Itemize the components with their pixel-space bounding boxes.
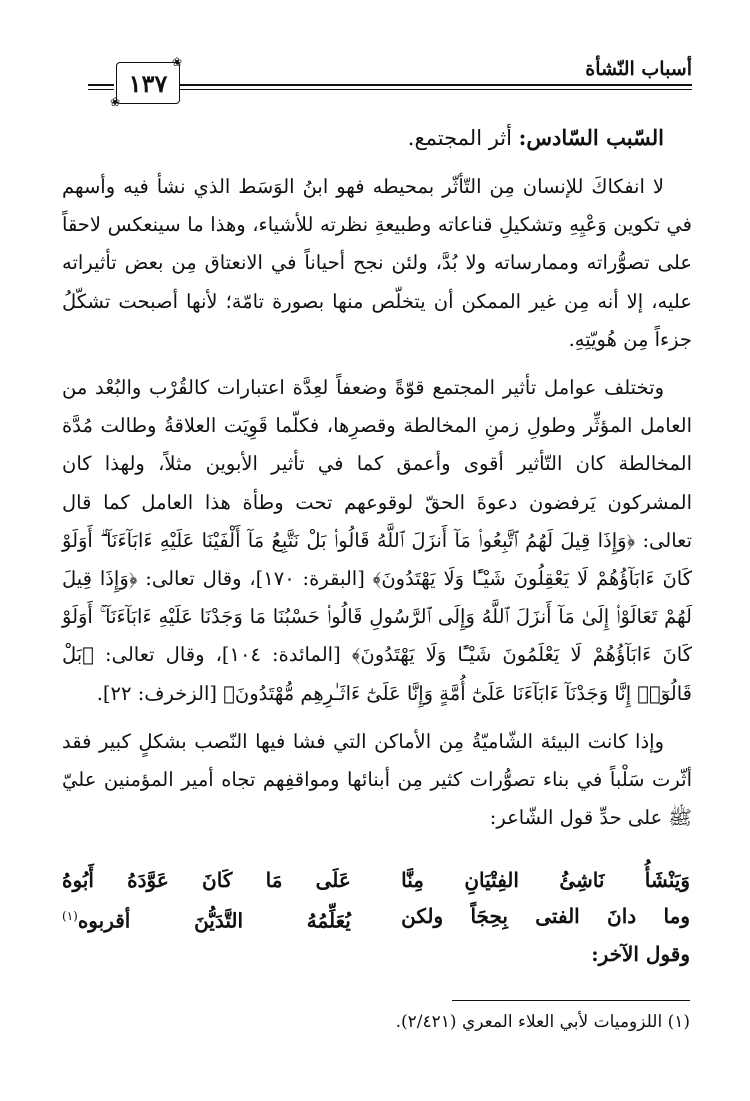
footnote-text: اللزوميات لأبي العلاء المعري (٢/٤٢١). [395, 1012, 663, 1032]
verse-text: يُعَلِّمُهُ التَّدَيُّنَ أقربوه [77, 908, 351, 933]
paragraph-2: وتختلف عوامل تأثير المجتمع قوّةً وضعفاً لعِدَّة اعتبارات كالقُرْب والبُعْد من العامل المؤثِّر وطولِ زمنِ المخالطة وقصرِها، فكلّما قَوِيَت العلاقةُ وطالت مُدَّة المخالطة كان التّأثير أقوى وأعمق كما في تأثير الأبوين مثلاً، ولهذا كان المشركون يَرفضون دعوةَ الحقّ لوقوعهم تحت وطأة هذا العامل كما قال تعالى: ﴿وَإِذَا قِيلَ لَهُمُ ٱتَّبِعُوا۟ مَآ أَنزَلَ ٱللَّهُ قَالُوا۟ بَلْ نَتَّبِعُ مَآ أَلْفَيْنَا عَلَيْهِ ءَابَآءَنَآ ۗ أَوَلَوْ كَانَ ءَابَآؤُهُمْ لَا يَعْقِلُونَ شَيْـًٔا وَلَا يَهْتَدُونَ﴾ [البقرة: ١٧٠]، وقال تعالى: ﴿وَإِذَا قِيلَ لَهُمْ تَعَالَوْا۟ إِلَىٰ مَآ أَنزَلَ ٱللَّهُ وَإِلَى ٱلرَّسُولِ قَالُوا۟ حَسْبُنَا مَا وَجَدْنَا عَلَيْهِ ءَابَآءَنَآ ۚ أَوَلَوْ كَانَ ءَابَآؤُهُمْ لَا يَعْلَمُونَ شَيْـًٔا وَلَا يَهْتَدُونَ﴾ [المائدة: ١٠٤]، وقال تعالى: ﴿بَلْ قَالُوٓا۟ إِنَّا وَجَدْنَآ ءَابَآءَنَا عَلَىٰٓ أُمَّةٍ وَإِنَّا عَلَىٰٓ ءَاثَـٰرِهِم مُّهْتَدُونَ﴾ [الزخرف: ٢٢]. [62, 376, 692, 705]
header-rule [180, 84, 692, 86]
paragraph-1: لا انفكاكَ للإنسان مِن التّأثّر بمحيطه فهو ابنُ الوَسَط الذي نشأ فيه وأسهم في تكوين وَعْيِهِ وتشكيلِ قناعاته وطبيعةِ نظرته للأشياء، وهذا ما سينعكس لاحقاً على تصوُّراته وممارساته ولا بُدَّ، ولئن نجح أحياناً في الانعتاق مِن بعض تأثيراته عليه، إلا أنه مِن غير الممكن أن يتخلّص منها بصورة تامّة؛ لأنها أصبحت تشكّلُ جزءاً مِن هُويّتِهِ. [62, 175, 692, 351]
poem-verse [62, 898, 690, 934]
footnote-rule [452, 1000, 690, 1001]
verse-hemistich: عَلَى مَا كَانَ عَوَّدَهُ أَبُوهُ [62, 868, 351, 892]
page-number-box [116, 62, 180, 104]
footnote-number: (١) [667, 1012, 690, 1032]
verse-hemistich: وما دانَ الفتى بِحِجَاً ولكن [401, 904, 690, 928]
footnote-ref: (١) [62, 909, 78, 923]
heading-text: أثر المجتمع. [407, 126, 512, 150]
paragraph-3: وإذا كانت البيئة الشّاميّةُ مِن الأماكن التي فشا فيها النّصب بشكلٍ كبير فقد أثّرت سَلْباً في بناء تصوُّرات كثير مِن أبنائها ومواقفِهم تجاه أمير المؤمنين عليّ ﷺ على حدِّ قول الشّاعر: [62, 729, 692, 830]
main-text [62, 118, 692, 847]
poem [62, 862, 690, 934]
header-rule-left [88, 84, 114, 86]
poem-verse [62, 862, 690, 898]
header-rule-thin [180, 89, 692, 90]
flower-ornament-icon: ❀ [110, 95, 121, 109]
verse-hemistich-with-note [62, 898, 351, 934]
flower-ornament-icon: ❀ [172, 55, 183, 69]
header-rule-left-thin [88, 89, 114, 90]
poem-followup: وقول الآخر: [591, 942, 690, 966]
page-number: ١٣٧ [128, 68, 168, 98]
footnote [396, 1012, 690, 1032]
verse-hemistich: وَيَنْشَأُ نَاشِئُ الفِتْيَانِ مِنَّا [401, 868, 690, 892]
running-title: أسباب النّشأة [585, 58, 692, 80]
section-heading [62, 118, 692, 158]
heading-label: السّبب السّادس: [518, 125, 664, 150]
